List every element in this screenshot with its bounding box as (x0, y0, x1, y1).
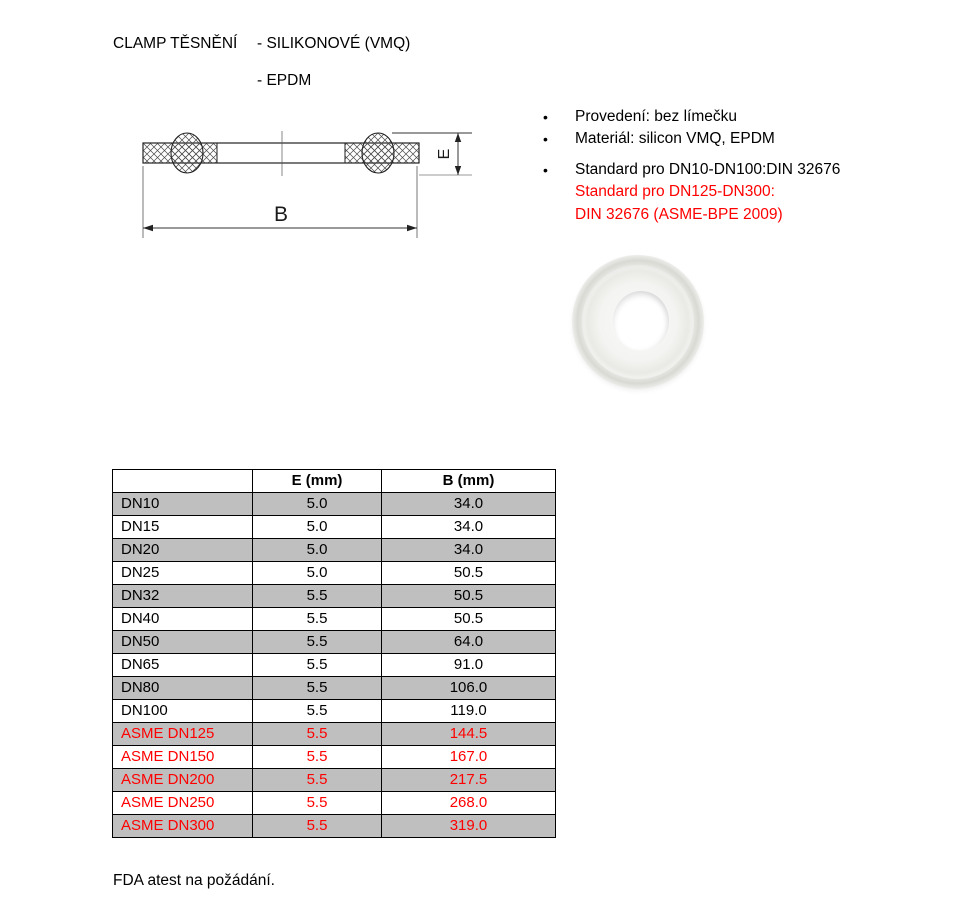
bullet-item (543, 159, 943, 181)
row-b-cell: 64.0 (382, 631, 556, 654)
row-e-cell: 5.5 (253, 792, 382, 815)
row-b-cell: 268.0 (382, 792, 556, 815)
bullet-icon: • (543, 131, 548, 147)
row-size-cell: ASME DN300 (113, 815, 253, 838)
table-row (113, 562, 556, 585)
header-e-mm: E (mm) (253, 470, 382, 493)
page-title: CLAMP TĚSNĚNÍ (113, 35, 238, 52)
spec-bullet-list (543, 106, 943, 226)
row-b-cell: 50.5 (382, 585, 556, 608)
row-b-cell: 217.5 (382, 769, 556, 792)
row-b-cell: 50.5 (382, 562, 556, 585)
red-note-line: Standard pro DN125-DN300: (575, 183, 775, 200)
table-row (113, 746, 556, 769)
row-size-cell: DN65 (113, 654, 253, 677)
row-e-cell: 5.5 (253, 723, 382, 746)
header-b-mm: B (mm) (382, 470, 556, 493)
bullet-text: Materiál: silicon VMQ, EPDM (575, 130, 775, 147)
footer-note: FDA atest na požádání. (113, 872, 275, 889)
dim-label-E: E (436, 148, 454, 160)
dim-label-B: B (273, 203, 289, 226)
gasket-photo (572, 255, 704, 389)
row-size-cell: ASME DN150 (113, 746, 253, 769)
table-row (113, 769, 556, 792)
row-b-cell: 144.5 (382, 723, 556, 746)
table-row (113, 792, 556, 815)
gasket-profile (143, 131, 419, 176)
bullet-text: Provedení: bez límečku (575, 108, 737, 125)
dimension-table (112, 469, 556, 838)
row-b-cell: 34.0 (382, 516, 556, 539)
row-e-cell: 5.5 (253, 631, 382, 654)
row-e-cell: 5.5 (253, 815, 382, 838)
table-row (113, 654, 556, 677)
table-row (113, 608, 556, 631)
row-e-cell: 5.5 (253, 585, 382, 608)
table-row (113, 700, 556, 723)
spec-table-body (113, 493, 556, 838)
row-b-cell: 91.0 (382, 654, 556, 677)
product-variant-silicone: - SILIKONOVÉ (VMQ) (257, 35, 411, 52)
table-row (113, 585, 556, 608)
row-e-cell: 5.5 (253, 700, 382, 723)
table-row (113, 677, 556, 700)
row-e-cell: 5.5 (253, 677, 382, 700)
row-size-cell: DN15 (113, 516, 253, 539)
row-size-cell: ASME DN250 (113, 792, 253, 815)
row-size-cell: DN20 (113, 539, 253, 562)
row-b-cell: 34.0 (382, 493, 556, 516)
row-size-cell: ASME DN200 (113, 769, 253, 792)
table-row (113, 493, 556, 516)
row-b-cell: 106.0 (382, 677, 556, 700)
row-e-cell: 5.5 (253, 769, 382, 792)
row-size-cell: DN40 (113, 608, 253, 631)
bullet-item (543, 106, 943, 128)
row-e-cell: 5.0 (253, 562, 382, 585)
bullet-item (543, 128, 943, 150)
row-e-cell: 5.0 (253, 516, 382, 539)
row-b-cell: 319.0 (382, 815, 556, 838)
table-header-row (113, 470, 556, 493)
row-b-cell: 167.0 (382, 746, 556, 769)
row-e-cell: 5.0 (253, 539, 382, 562)
row-e-cell: 5.5 (253, 608, 382, 631)
header-size (113, 470, 253, 493)
product-variant-epdm: - EPDM (257, 72, 312, 89)
row-b-cell: 50.5 (382, 608, 556, 631)
dimension-B (143, 166, 417, 238)
row-e-cell: 5.5 (253, 746, 382, 769)
table-row (113, 723, 556, 746)
table-row (113, 631, 556, 654)
row-size-cell: DN10 (113, 493, 253, 516)
table-row (113, 516, 556, 539)
row-e-cell: 5.5 (253, 654, 382, 677)
dimension-E (392, 133, 472, 175)
bullet-icon: • (543, 109, 548, 125)
table-row (113, 815, 556, 838)
row-size-cell: DN100 (113, 700, 253, 723)
row-size-cell: DN32 (113, 585, 253, 608)
row-size-cell: ASME DN125 (113, 723, 253, 746)
bullet-icon: • (543, 162, 548, 178)
row-size-cell: DN50 (113, 631, 253, 654)
row-b-cell: 34.0 (382, 539, 556, 562)
row-e-cell: 5.0 (253, 493, 382, 516)
bullet-text: Standard pro DN10-DN100:DIN 32676 (575, 161, 841, 178)
gasket-bore-hole (613, 291, 669, 351)
row-size-cell: DN80 (113, 677, 253, 700)
table-row (113, 539, 556, 562)
red-note-line: DIN 32676 (ASME-BPE 2009) (575, 205, 783, 223)
row-size-cell: DN25 (113, 562, 253, 585)
row-b-cell: 119.0 (382, 700, 556, 723)
